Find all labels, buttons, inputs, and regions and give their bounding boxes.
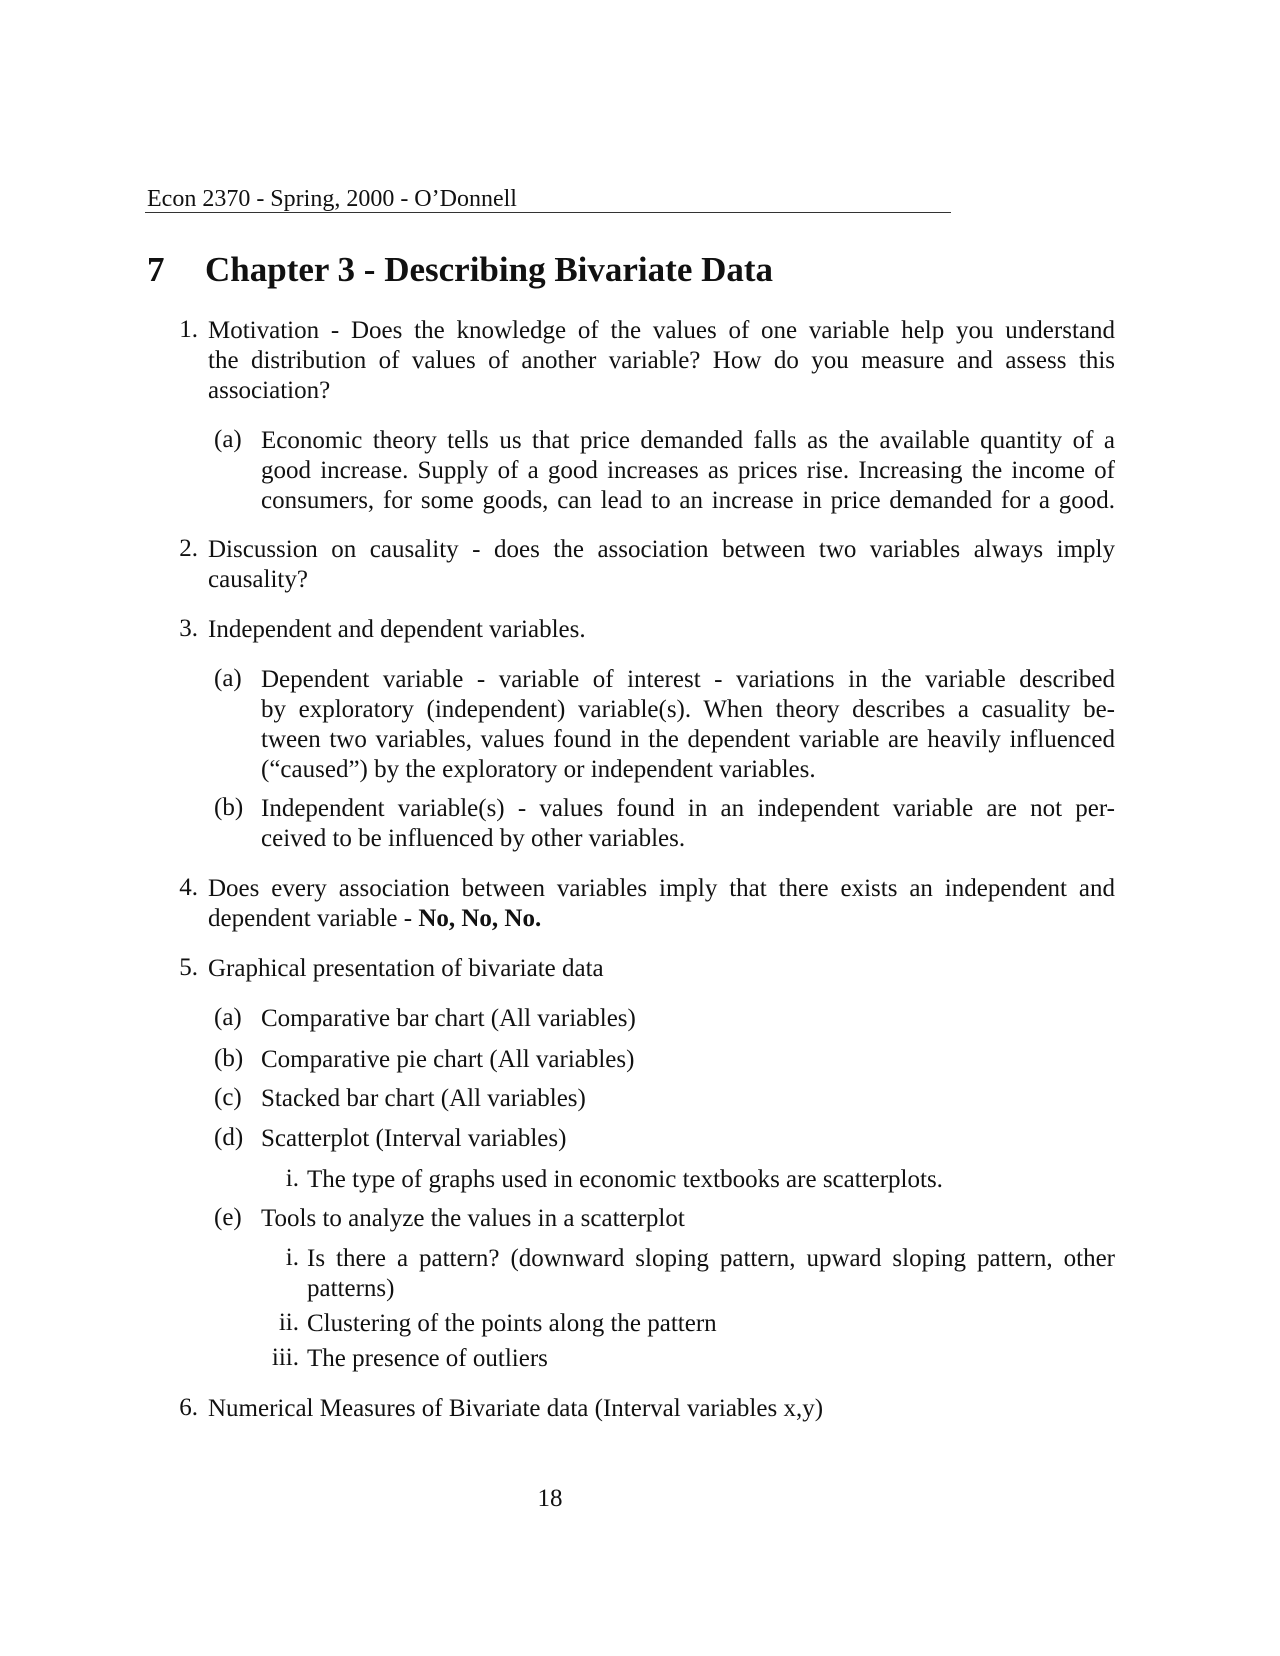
- text-line: causality?: [208, 566, 308, 593]
- item-label: i.: [285, 1244, 299, 1271]
- item-label: (b): [214, 1045, 244, 1072]
- text-run: dependent variable -: [208, 905, 419, 932]
- text-line: consumers, for some goods, can lead to an increase in price demanded for a good.: [261, 487, 1115, 514]
- text-line: Scatterplot (Interval variables): [261, 1125, 567, 1152]
- item-label: (b): [214, 794, 244, 821]
- text-line: association?: [208, 377, 331, 404]
- list-item-3b: [214, 794, 1115, 854]
- list-item-5d-i: [285, 1165, 1115, 1195]
- list-item-5b: [214, 1045, 1115, 1075]
- item-label: ii.: [278, 1309, 299, 1336]
- item-label: (d): [214, 1124, 244, 1151]
- item-label: 3.: [179, 615, 198, 642]
- item-label: iii.: [271, 1344, 299, 1371]
- item-label: (a): [214, 426, 242, 453]
- text-line: Graphical presentation of bivariate data: [208, 955, 604, 982]
- item-label: (e): [214, 1204, 242, 1231]
- item-label: 5.: [179, 954, 198, 981]
- list-item-6: [179, 1394, 1115, 1424]
- list-item-5e-iii: [271, 1344, 1115, 1374]
- text-line: (“caused”) by the exploratory or independent variables.: [261, 756, 816, 783]
- text-line: by exploratory (independent) variable(s). When theory describes a casuality be-: [261, 696, 1115, 723]
- text-line: Independent and dependent variables.: [208, 616, 586, 643]
- text-line: Numerical Measures of Bivariate data (Interval variables x,y): [208, 1395, 824, 1422]
- list-item-5a: [214, 1004, 1115, 1034]
- list-item-5: [179, 954, 1115, 984]
- text-line: ceived to be influenced by other variables.: [261, 825, 686, 852]
- text-line: Does every association between variables imply that there exists an independent and: [208, 875, 1115, 902]
- list-item-1a: [214, 426, 1115, 516]
- list-item-5c: [214, 1084, 1115, 1114]
- text-line: Tools to analyze the values in a scatterplot: [261, 1205, 685, 1232]
- list-item-3a: [214, 665, 1115, 785]
- list-item-3: [179, 615, 1115, 645]
- item-label: (a): [214, 665, 242, 692]
- text-line: Comparative bar chart (All variables): [261, 1005, 636, 1032]
- list-item-5e-ii: [278, 1309, 1115, 1339]
- item-label: 2.: [179, 535, 198, 562]
- emphasis-text: No, No, No.: [418, 905, 542, 932]
- text-line: The presence of outliers: [307, 1345, 548, 1372]
- text-line: the distribution of values of another variable? How do you measure and assess this: [208, 347, 1115, 374]
- text-line: Economic theory tells us that price demanded falls as the available quantity of a: [261, 427, 1115, 454]
- list-item-4: [179, 874, 1115, 934]
- section-number: 7: [147, 250, 165, 289]
- list-item-5d: [214, 1124, 1115, 1154]
- list-item-5e: [214, 1204, 1115, 1234]
- page-number: 18: [537, 1485, 563, 1512]
- text-line: Independent variable(s) - values found in an independent variable are not per-: [261, 795, 1115, 822]
- text-line: Dependent variable - variable of interest - variations in the variable described: [261, 666, 1115, 693]
- item-label: (c): [214, 1084, 242, 1111]
- section-title: [147, 250, 773, 290]
- list-item-2: [179, 535, 1115, 595]
- text-line: Discussion on causality - does the association between two variables always imply: [208, 536, 1115, 563]
- list-item-5e-i: [285, 1244, 1115, 1304]
- item-label: 1.: [179, 316, 198, 343]
- text-line: Stacked bar chart (All variables): [261, 1085, 586, 1112]
- item-label: 6.: [179, 1394, 198, 1421]
- text-line: good increase. Supply of a good increases as prices rise. Increasing the income of: [261, 457, 1115, 484]
- text-line: Motivation - Does the knowledge of the values of one variable help you understand: [208, 317, 1115, 344]
- text-line: patterns): [307, 1275, 395, 1302]
- header-rule: [145, 212, 951, 213]
- item-label: (a): [214, 1004, 242, 1031]
- text-line: Is there a pattern? (downward sloping pattern, upward sloping pattern, other: [307, 1245, 1115, 1272]
- running-header: Econ 2370 - Spring, 2000 - O’Donnell: [147, 186, 517, 212]
- list-item-1: [179, 316, 1115, 406]
- text-line: The type of graphs used in economic textbooks are scatterplots.: [307, 1166, 943, 1193]
- item-label: i.: [285, 1165, 299, 1192]
- text-line: tween two variables, values found in the dependent variable are heavily influenced: [261, 726, 1115, 753]
- text-line: Clustering of the points along the pattern: [307, 1310, 717, 1337]
- text-line: [208, 904, 1115, 934]
- item-label: 4.: [179, 874, 198, 901]
- text-line: Comparative pie chart (All variables): [261, 1046, 635, 1073]
- section-title-text: Chapter 3 - Describing Bivariate Data: [205, 250, 774, 289]
